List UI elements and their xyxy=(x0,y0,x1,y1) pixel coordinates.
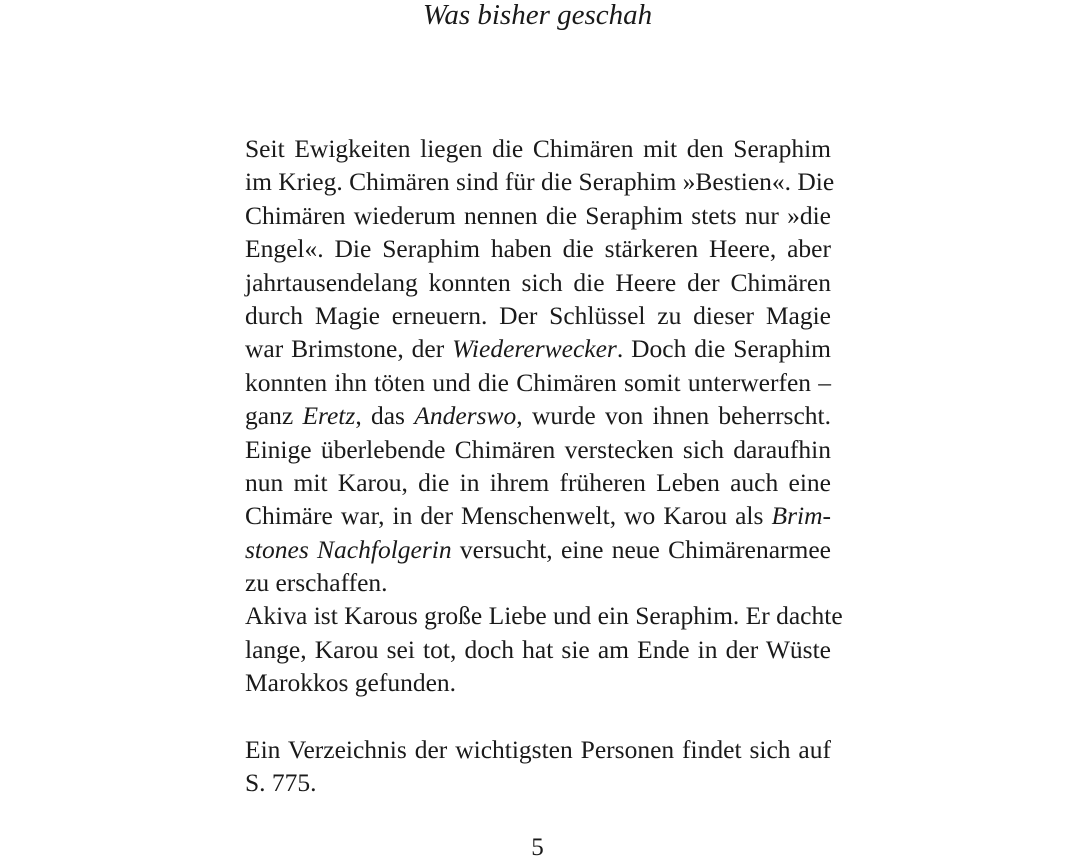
text-line xyxy=(245,132,831,165)
text-segment: , das xyxy=(355,401,415,431)
text-line xyxy=(245,332,831,365)
italic-text: Eretz xyxy=(302,401,356,431)
text-segment: versucht, eine neue Chimärenarmee xyxy=(451,534,831,564)
text-line xyxy=(245,499,831,532)
text-segment: jahrtausendelang konnten sich die Heere der Chimären xyxy=(245,267,831,297)
paragraph-1 xyxy=(245,132,835,599)
text-segment: Chimären wiederum nennen die Seraphim stets nur »die xyxy=(245,200,831,230)
text-line xyxy=(245,266,831,299)
text-line xyxy=(245,766,831,799)
italic-text: stones Nachfolgerin xyxy=(245,534,452,564)
text-segment: konnten ihn töten und die Chimären somit unterwerfen – xyxy=(245,367,831,397)
text-segment: Einige überlebende Chimären verstecken sich daraufhin xyxy=(245,434,831,464)
text-line xyxy=(245,399,831,432)
text-segment: Marokkos gefunden. xyxy=(245,668,457,698)
text-line xyxy=(245,299,831,332)
text-segment: Ein Verzeichnis der wichtigsten Personen findet sich auf xyxy=(245,735,831,765)
italic-text: Brim- xyxy=(771,501,831,531)
text-line xyxy=(245,566,831,599)
text-segment: durch Magie erneuern. Der Schlüssel zu dieser Magie xyxy=(245,300,831,330)
page-title: Was bisher geschah xyxy=(422,0,653,31)
text-segment: S. 775. xyxy=(245,768,317,798)
page-number: 5 xyxy=(531,834,544,861)
text-segment: lange, Karou sei tot, doch hat sie am Ende in der Wüste xyxy=(245,634,831,664)
paragraph-3 xyxy=(245,733,831,800)
text-segment: nun mit Karou, die in ihrem früheren Leben auch eine xyxy=(245,467,831,497)
text-line xyxy=(245,599,843,632)
text-line xyxy=(245,366,831,399)
text-line xyxy=(245,633,831,666)
text-segment: zu erschaffen. xyxy=(245,568,388,598)
text-line xyxy=(245,165,835,198)
text-line xyxy=(245,666,831,699)
paragraph-gap xyxy=(245,700,831,733)
text-line xyxy=(245,533,831,566)
text-segment: Engel«. Die Seraphim haben die stärkeren Heere, aber xyxy=(245,234,831,264)
text-segment: , wurde von ihnen beherrscht. xyxy=(516,401,832,431)
text-segment: Chimäre war, in der Menschenwelt, wo Karou als xyxy=(245,501,772,531)
text-segment: im Krieg. Chimären sind für die Seraphim »Bestien«. Die xyxy=(245,167,835,197)
text-line xyxy=(245,466,831,499)
text-segment: ganz xyxy=(245,401,303,431)
text-line xyxy=(245,232,831,265)
text-line xyxy=(245,199,831,232)
italic-text: Anderswo xyxy=(414,401,517,431)
text-segment: Akiva ist Karous große Liebe und ein Seraphim. Er dachte xyxy=(245,601,843,631)
text-segment: Seit Ewigkeiten liegen die Chimären mit den Seraphim xyxy=(245,134,831,163)
text-segment: . Doch die Seraphim xyxy=(616,334,831,364)
paragraph-2 xyxy=(245,599,843,699)
text-line xyxy=(245,433,831,466)
body-text xyxy=(245,132,843,800)
text-line xyxy=(245,733,831,766)
text-segment: war Brimstone, der xyxy=(245,334,453,364)
italic-text: Wiedererwecker xyxy=(452,334,617,364)
